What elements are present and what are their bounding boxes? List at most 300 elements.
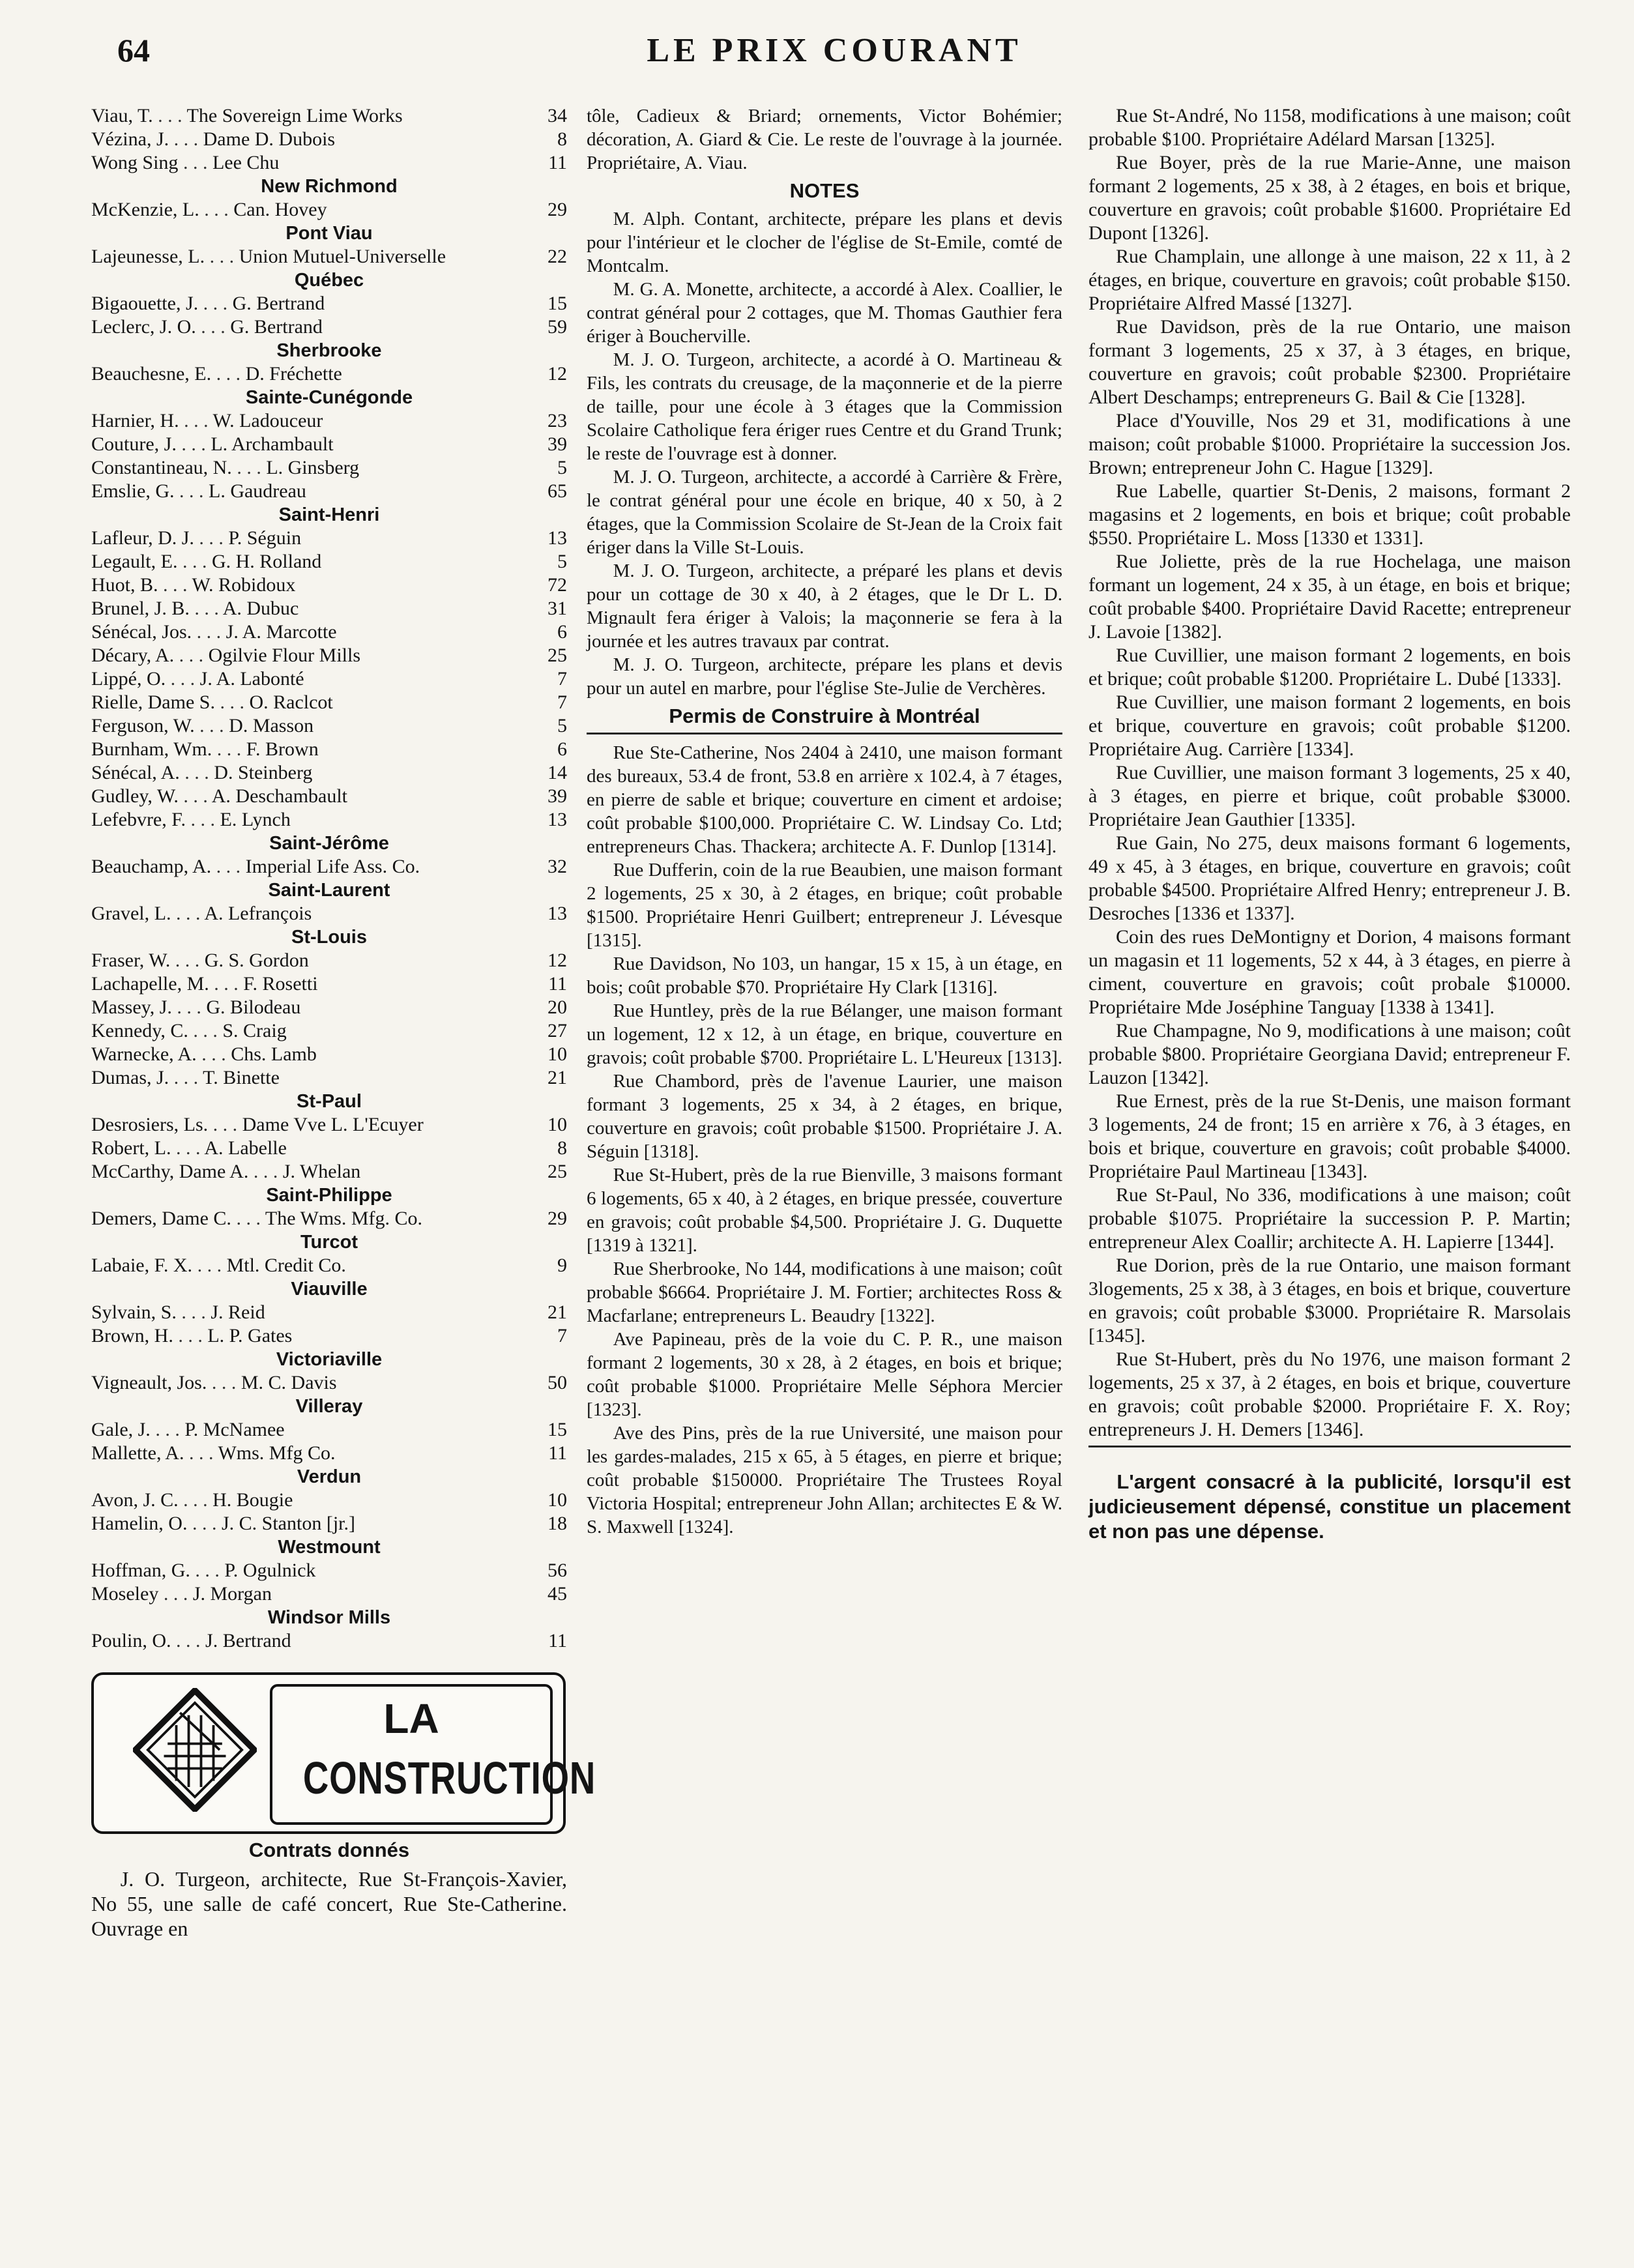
permit-paragraph: Rue Champagne, No 9, modifications à une maison; coût probable $800. Propriétaire Georgiana David; entrepreneur F. Lauzon [1342]. bbox=[1088, 1020, 1571, 1088]
entry-number: 23 bbox=[547, 410, 567, 431]
permits-list-col3 bbox=[1088, 104, 1571, 1442]
entry-number: 29 bbox=[547, 1208, 567, 1229]
entry-names bbox=[91, 315, 534, 339]
entry-other-party: H. Bougie bbox=[212, 1489, 293, 1511]
entry-name: Sénécal, Jos. bbox=[91, 621, 192, 643]
leader-dots: . . . bbox=[179, 410, 213, 431]
leader-dots: . . . bbox=[231, 457, 267, 478]
entry-names bbox=[91, 996, 534, 1019]
note-paragraph: M. J. O. Turgeon, architecte, prépare les plans et devis pour un autel en marbre, pour l'église Ste-Julie de Verchères. bbox=[587, 654, 1062, 699]
entry-other-party: Union Mutuel-Universelle bbox=[239, 246, 446, 267]
entry-number: 12 bbox=[547, 950, 567, 971]
directory-entry bbox=[91, 574, 567, 597]
directory-entry bbox=[91, 597, 567, 620]
entry-name: Beauchamp, A. bbox=[91, 856, 212, 877]
region-heading: St-Louis bbox=[291, 927, 367, 948]
entry-other-party: A. Labelle bbox=[204, 1137, 287, 1159]
permit-paragraph: Rue Davidson, près de la rue Ontario, une maison formant 3 logements, 25 x 37, à 3 étages, en brique, couverture en gravois; coût probable $2300. Propriétaire Albert Deschamps; entrepreneurs G. Bail & Cie [1328]. bbox=[1088, 316, 1571, 408]
entry-other-party: J. A. Marcotte bbox=[226, 621, 337, 643]
entry-number: 13 bbox=[547, 809, 567, 830]
directory-entry bbox=[91, 433, 567, 456]
directory-entry bbox=[91, 1160, 567, 1184]
leader-dots: . . . bbox=[187, 1513, 222, 1534]
note-paragraph: M. J. O. Turgeon, architecte, a acordé à O. Martineau & Fils, les contrats du creusage, de la maçonnerie et de la pierre de taille, pour une école à 3 étages que la Commission Scolaire Catholique fera ériger rues Centre et du Grand Trunk; le reste de l'ouvrage est à donner. bbox=[587, 349, 1062, 464]
entry-name: Poulin, O. bbox=[91, 1630, 171, 1651]
entry-names bbox=[91, 949, 534, 972]
entry-other-party: F. Rosetti bbox=[243, 973, 318, 995]
directory-entry bbox=[91, 785, 567, 808]
permit-paragraph: Rue St-André, No 1158, modifications à une maison; coût probable $100. Propriétaire Adélard Marsan [1325]. bbox=[1088, 105, 1571, 150]
leader-dots: . . . bbox=[231, 1208, 265, 1229]
leader-dots: . . . bbox=[184, 1442, 218, 1464]
entry-number: 22 bbox=[547, 246, 567, 267]
entry-name: Gravel, L. bbox=[91, 903, 171, 924]
directory-entry bbox=[91, 1512, 567, 1535]
entry-names bbox=[91, 245, 534, 269]
directory-entry bbox=[91, 808, 567, 832]
entry-names bbox=[91, 714, 534, 738]
entry-other-party: W. Robidoux bbox=[192, 574, 296, 596]
leader-dots: . . . bbox=[189, 598, 223, 619]
entry-other-party: A. Dubuc bbox=[222, 598, 299, 619]
entry-number: 7 bbox=[557, 691, 567, 713]
entry-number: 45 bbox=[547, 1583, 567, 1605]
entry-other-party: J. C. Stanton [jr.] bbox=[221, 1513, 355, 1534]
entry-number: 5 bbox=[557, 551, 567, 572]
entry-name: Gale, J. bbox=[91, 1419, 151, 1440]
leader-dots: . . . bbox=[171, 1137, 205, 1159]
entry-names bbox=[91, 1629, 534, 1653]
permit-paragraph: Rue St-Paul, No 336, modifications à une maison; coût probable $1075. Propriétaire la succession P. P. Martin; entrepreneur Alex Coallir; architecte A. H. Lapierre [1344]. bbox=[1088, 1184, 1571, 1253]
leader-dots: . . . bbox=[207, 1372, 241, 1393]
entry-number: 15 bbox=[547, 1419, 567, 1440]
entry-number: 11 bbox=[548, 152, 567, 173]
leader-dots: . . . bbox=[169, 1067, 203, 1088]
note-paragraph: M. G. A. Monette, architecte, a accordé à Alex. Coallier, le contrat général pour 2 cottages, que M. Thomas Gauthier fera ériger à Boucherville. bbox=[587, 279, 1062, 347]
directory-entry bbox=[91, 1207, 567, 1230]
entry-other-party: G. Bertrand bbox=[232, 293, 325, 314]
contracts-text: J. O. Turgeon, architecte, Rue St-François-Xavier, No 55, une salle de café concert, Rue Ste-Catherine. Ouvrage en bbox=[91, 1867, 567, 1940]
entry-names bbox=[91, 1160, 534, 1184]
entry-name: Kennedy, C. bbox=[91, 1020, 188, 1041]
directory-entry bbox=[91, 1371, 567, 1395]
entry-names bbox=[91, 198, 534, 222]
entry-names bbox=[91, 151, 534, 175]
entry-name: Hamelin, O. bbox=[91, 1513, 188, 1534]
leader-dots: . . . bbox=[177, 551, 212, 572]
directory-entry bbox=[91, 1254, 567, 1277]
leader-dots: . . . bbox=[158, 1583, 193, 1605]
region-heading: Verdun bbox=[297, 1466, 362, 1487]
region-heading: Westmount bbox=[278, 1537, 381, 1558]
directory-entry bbox=[91, 949, 567, 972]
entry-names bbox=[91, 1324, 534, 1348]
entry-name: Constantineau, N. bbox=[91, 457, 232, 478]
leader-dots: . . . bbox=[190, 1560, 225, 1581]
la-construction-logo bbox=[91, 1672, 596, 1834]
permit-paragraph: Rue Cuvillier, une maison formant 2 logements, en bois et brique; coût probable $1200. Propriétaire L. Dubé [1333]. bbox=[1088, 645, 1571, 690]
directory-column bbox=[91, 104, 596, 1941]
directory-list bbox=[91, 104, 567, 1653]
entry-names bbox=[91, 1371, 534, 1395]
entry-other-party: D. Steinberg bbox=[214, 762, 313, 783]
region-heading: Viauville bbox=[291, 1279, 368, 1300]
entry-names bbox=[91, 1019, 534, 1043]
leader-dots: . . . bbox=[208, 1114, 242, 1135]
entry-number: 13 bbox=[547, 527, 567, 549]
leader-dots: . . . bbox=[205, 246, 239, 267]
entry-other-party: Mtl. Credit Co. bbox=[226, 1255, 346, 1276]
leader-dots: . . . bbox=[153, 105, 187, 126]
entry-number: 32 bbox=[547, 856, 567, 877]
entry-other-party: J. A. Labonté bbox=[199, 668, 304, 690]
entry-name: Sénécal, A. bbox=[91, 762, 180, 783]
heading-rule bbox=[587, 733, 1062, 734]
entry-other-party: G. Bilodeau bbox=[206, 996, 301, 1018]
entry-name: Viau, T. bbox=[91, 105, 153, 126]
leader-dots: . . . bbox=[179, 762, 214, 783]
leader-dots: . . . bbox=[192, 1255, 227, 1276]
permit-paragraph: Rue Ernest, près de la rue St-Denis, une maison formant 3 logements, 24 de front; 15 en arrière x 76, à 3 étages, en bois et brique, couverture en gravois; coût probable $4000. Propriétaire Paul Martineau [1343]. bbox=[1088, 1090, 1571, 1182]
entry-names bbox=[91, 550, 534, 574]
entry-names bbox=[91, 1489, 534, 1512]
entry-name: Demers, Dame C. bbox=[91, 1208, 231, 1229]
entry-names bbox=[91, 1301, 534, 1324]
leader-dots: . . . bbox=[171, 996, 207, 1018]
permit-paragraph: Rue Labelle, quartier St-Denis, 2 maisons, formant 2 magasins et 2 logements, en bois et brique; coût probable $550. Propriétaire L. Moss [1330 et 1331]. bbox=[1088, 480, 1571, 549]
entry-names bbox=[91, 480, 534, 503]
entry-name: Robert, L. bbox=[91, 1137, 171, 1159]
entry-other-party: L. Ginsberg bbox=[266, 457, 360, 478]
leader-dots: . . . bbox=[170, 950, 205, 971]
entry-other-party: Dame D. Dubois bbox=[203, 128, 336, 150]
region-heading: Windsor Mills bbox=[267, 1607, 391, 1628]
permit-paragraph: Rue St-Hubert, près du No 1976, une maison formant 2 logements, 25 x 37, à 2 étages, en bois et brique, couverture en gravois; coût probable $2000. Propriétaire F. X. Roy; entrepreneurs J. H. Demers [1346]. bbox=[1088, 1348, 1571, 1440]
directory-entry bbox=[91, 1301, 567, 1324]
entry-names bbox=[91, 972, 534, 996]
leader-dots: . . . bbox=[178, 152, 212, 173]
entry-number: 11 bbox=[548, 973, 567, 995]
entry-name: Vézina, J. bbox=[91, 128, 169, 150]
leader-dots: . . . bbox=[176, 1301, 211, 1323]
permit-paragraph: Rue Ste-Catherine, Nos 2404 à 2410, une maison formant des bureaux, 53.4 de front, 53.8 en arrière x 102.4, à 7 étages, en pierre de sable et brique; couverture en ciment et ardoise; coût probable $100,000. Propriétaire C. W. Lindsay Co. Ltd; entrepreneurs Chas. Thackera; architecte A. F. Dunlop [1314]. bbox=[587, 742, 1062, 857]
entry-other-party: J. Whelan bbox=[282, 1161, 361, 1182]
entry-name: Legault, E. bbox=[91, 551, 178, 572]
permit-paragraph: Rue Gain, No 275, deux maisons formant 6 logements, 49 x 45, à 3 étages, en brique, couverture en gravois; coût probable $4500. Propriétaire Alfred Henry; entrepreneur J. B. Desroches [1336 et 1337]. bbox=[1088, 832, 1571, 924]
contracts-heading: Contrats donnés bbox=[248, 1839, 410, 1861]
entry-other-party: F. Brown bbox=[246, 738, 319, 760]
directory-entry bbox=[91, 409, 567, 433]
notes-list bbox=[587, 207, 1062, 700]
entry-name: Fraser, W. bbox=[91, 950, 171, 971]
leader-dots: . . . bbox=[212, 738, 246, 760]
permit-paragraph: Rue Sherbrooke, No 144, modifications à une maison; coût probable $6664. Propriétaire J. M. Fortier; architectes Ross & Macfarlane; entrepreneurs L. Beaudry [1322]. bbox=[587, 1258, 1062, 1326]
entry-number: 14 bbox=[547, 762, 567, 783]
entry-name: Sylvain, S. bbox=[91, 1301, 177, 1323]
directory-entry bbox=[91, 761, 567, 785]
directory-entry bbox=[91, 691, 567, 714]
entry-other-party: Wms. Mfg Co. bbox=[218, 1442, 336, 1464]
entry-number: 39 bbox=[547, 433, 567, 455]
entry-number: 12 bbox=[547, 363, 567, 385]
entry-other-party: Chs. Lamb bbox=[231, 1043, 317, 1065]
permit-paragraph: Rue Dorion, près de la rue Ontario, une maison formant 3logements, 25 x 38, à 3 étages, en bois et brique, couverture en gravois; coût probable $3000. Propriétaire R. Marsolais [1345]. bbox=[1088, 1255, 1571, 1346]
permit-paragraph: Rue Dufferin, coin de la rue Beaubien, une maison formant 2 logements, 25 x 30, à 2 étages, en brique; coût probable $1500. Propriétaire Henri Guilbert; entrepreneur J. Lévesque [1315]. bbox=[587, 860, 1062, 951]
leader-dots: . . . bbox=[171, 1630, 206, 1651]
entry-name: Massey, J. bbox=[91, 996, 172, 1018]
entry-name: Bigaouette, J. bbox=[91, 293, 199, 314]
entry-other-party: S. Craig bbox=[222, 1020, 287, 1041]
permit-paragraph: Rue Huntley, près de la rue Bélanger, une maison formant un logement, 12 x 12, à un étage, en brique, couverture en gravois; coût probable $700. Propriétaire L. L'Heureux [1313]. bbox=[587, 1000, 1063, 1068]
entry-name: Labaie, F. X. bbox=[91, 1255, 193, 1276]
entry-names bbox=[91, 292, 534, 315]
entry-other-party: W. Ladouceur bbox=[212, 410, 323, 431]
logo-text-box bbox=[270, 1684, 596, 1825]
permit-paragraph: Rue Champlain, une allonge à une maison, 22 x 11, à 2 étages, en brique, couverture en gravois; coût probable $150. Propriétaire Alfred Massé [1327]. bbox=[1088, 246, 1571, 314]
entry-number: 34 bbox=[547, 105, 567, 126]
entry-name: Moseley bbox=[91, 1583, 159, 1605]
entry-other-party: Imperial Life Ass. Co. bbox=[245, 856, 420, 877]
entry-names bbox=[91, 104, 534, 128]
directory-entry bbox=[91, 902, 567, 925]
entry-other-party: D. Fréchette bbox=[245, 363, 342, 385]
leader-dots: . . . bbox=[174, 480, 209, 502]
entry-other-party: M. C. Davis bbox=[241, 1372, 337, 1393]
directory-entry bbox=[91, 1043, 567, 1066]
entry-name: Desrosiers, Ls. bbox=[91, 1114, 209, 1135]
entry-number: 50 bbox=[547, 1372, 567, 1393]
entry-name: Lippé, O. bbox=[91, 668, 166, 690]
entry-names bbox=[91, 1559, 534, 1582]
note-paragraph: M. J. O. Turgeon, architecte, a préparé les plans et devis pour un cottage de 30 x 40, à 2 étages, que le Dr L. D. Mignault fera ériger à Valois; la maçonnerie se fera à la journée et les autres travaux par contrat. bbox=[587, 560, 1062, 652]
entry-names bbox=[91, 1066, 534, 1090]
directory-entry bbox=[91, 1066, 567, 1090]
entry-number: 7 bbox=[557, 668, 567, 690]
entry-name: Ferguson, W. bbox=[91, 715, 195, 736]
entry-other-party: Can. Hovey bbox=[233, 199, 327, 220]
leader-dots: . . . bbox=[178, 1489, 213, 1511]
permit-paragraph: Rue Boyer, près de la rue Marie-Anne, une maison formant 2 logements, 25 x 38, à 2 étages, en bois et brique, couverture en gravois; coût probable $1600. Propriétaire Ed Dupont [1326]. bbox=[1088, 152, 1571, 244]
entry-number: 6 bbox=[557, 621, 567, 643]
permit-paragraph: Ave Papineau, près de la voie du C. P. R., une maison formant 2 logements, 30 x 28, à 2 étages, en bois et brique; coût probable $1000. Propriétaire Melle Séphora Mercier [1323]. bbox=[587, 1329, 1062, 1420]
directory-entry bbox=[91, 1113, 567, 1137]
section-rule bbox=[1088, 1446, 1571, 1447]
directory-entry bbox=[91, 1559, 567, 1582]
permit-paragraph: Place d'Youville, Nos 29 et 31, modifications à une maison; coût probable $1000. Propriétaire la succession Jos. Brown; entrepreneur John C. Hague [1329]. bbox=[1088, 410, 1571, 478]
entry-number: 10 bbox=[547, 1489, 567, 1511]
directory-entry bbox=[91, 362, 567, 386]
entry-names bbox=[91, 1512, 534, 1535]
entry-other-party: T. Binette bbox=[203, 1067, 280, 1088]
entry-number: 13 bbox=[547, 903, 567, 924]
entry-name: Harnier, H. bbox=[91, 410, 179, 431]
directory-entry bbox=[91, 972, 567, 996]
entry-name: Huot, B. bbox=[91, 574, 158, 596]
note-paragraph: M. J. O. Turgeon, architecte, a accordé à Carrière & Frère, le contrat général pour une école en brique, 40 x 50, à 2 étages, que la Commission Scolaire de St-Jean de la Croix fait ériger dans la Ville St-Louis. bbox=[587, 467, 1062, 558]
entry-names bbox=[91, 574, 534, 597]
directory-entry bbox=[91, 1442, 567, 1465]
page-number: 64 bbox=[117, 32, 150, 68]
entry-number: 21 bbox=[547, 1067, 567, 1088]
entry-number: 5 bbox=[557, 715, 567, 736]
leader-dots: . . . bbox=[169, 128, 203, 150]
leader-dots: . . . bbox=[178, 785, 212, 807]
entry-other-party: P. Ogulnick bbox=[224, 1560, 316, 1581]
entry-number: 20 bbox=[547, 996, 567, 1018]
entry-names bbox=[91, 1442, 534, 1465]
logo-line-la: LA bbox=[383, 1695, 439, 1742]
region-heading: Saint-Henri bbox=[278, 504, 380, 525]
directory-entry bbox=[91, 315, 567, 339]
entry-other-party: J. Morgan bbox=[192, 1583, 272, 1605]
directory-entry bbox=[91, 550, 567, 574]
note-paragraph: M. Alph. Contant, architecte, prépare les plans et devis pour l'intérieur et le clocher de l'église de St-Emile, comté de Montcalm. bbox=[587, 209, 1062, 276]
entry-names bbox=[91, 1113, 534, 1137]
entry-other-party: L. P. Gates bbox=[207, 1325, 293, 1346]
entry-other-party: E. Lynch bbox=[220, 809, 291, 830]
directory-entry bbox=[91, 996, 567, 1019]
leader-dots: . . . bbox=[150, 1419, 185, 1440]
entry-number: 18 bbox=[547, 1513, 567, 1534]
entry-names bbox=[91, 527, 534, 550]
entry-number: 56 bbox=[547, 1560, 567, 1581]
leader-dots: . . . bbox=[196, 316, 231, 338]
leader-dots: . . . bbox=[158, 574, 192, 596]
entry-names bbox=[91, 761, 534, 785]
entry-number: 39 bbox=[547, 785, 567, 807]
leader-dots: . . . bbox=[166, 668, 200, 690]
entry-other-party: The Sovereign Lime Works bbox=[186, 105, 403, 126]
leader-dots: . . . bbox=[186, 809, 220, 830]
directory-entry bbox=[91, 480, 567, 503]
entry-name: Couture, J. bbox=[91, 433, 177, 455]
directory-entry bbox=[91, 128, 567, 151]
permit-paragraph: Rue Davidson, No 103, un hangar, 15 x 15, à un étage, en bois; coût probable $70. Propriétaire Hy Clark [1316]. bbox=[587, 953, 1062, 998]
leader-dots: . . . bbox=[192, 621, 226, 643]
entry-names bbox=[91, 362, 534, 386]
entry-number: 10 bbox=[547, 1114, 567, 1135]
region-heading: Victoriaville bbox=[276, 1349, 383, 1370]
leader-dots: . . . bbox=[176, 433, 211, 455]
entry-name: Vigneault, Jos. bbox=[91, 1372, 207, 1393]
entry-number: 72 bbox=[547, 574, 567, 596]
region-heading: New Richmond bbox=[261, 176, 398, 197]
leader-dots: . . . bbox=[194, 715, 229, 736]
permits-list-col2 bbox=[587, 741, 1062, 1539]
directory-entry bbox=[91, 198, 567, 222]
directory-entry bbox=[91, 738, 567, 761]
entry-name: Gudley, W. bbox=[91, 785, 179, 807]
entry-other-party: L. Gaudreau bbox=[209, 480, 306, 502]
entry-names bbox=[91, 1207, 534, 1230]
directory-entry bbox=[91, 1629, 567, 1653]
entry-names bbox=[91, 1254, 534, 1277]
entry-name: Burnham, Wm. bbox=[91, 738, 212, 760]
entry-name: Beauchesne, E. bbox=[91, 363, 212, 385]
permit-paragraph: Rue Cuvillier, une maison formant 2 logements, en bois et brique, couverture en gravois; coût probable $1200. Propriétaire Aug. Carrière [1334]. bbox=[1088, 691, 1571, 760]
entry-number: 31 bbox=[547, 598, 567, 619]
permit-paragraph: Coin des rues DeMontigny et Dorion, 4 maisons formant un magasin et 11 logements, 52 x 44, à 3 étages, en pierre à ciment, couverture en gravois; coût probale $10000. Propriétaire Mde Joséphine Tanguay [1338 à 1341]. bbox=[1088, 926, 1571, 1018]
directory-entry bbox=[91, 1324, 567, 1348]
region-heading: Saint-Laurent bbox=[268, 880, 390, 901]
leader-dots: . . . bbox=[211, 856, 246, 877]
entry-other-party: Ogilvie Flour Mills bbox=[208, 645, 361, 666]
leader-dots: . . . bbox=[171, 903, 205, 924]
directory-entry bbox=[91, 151, 567, 175]
entry-other-party: P. Séguin bbox=[228, 527, 302, 549]
directory-entry bbox=[91, 714, 567, 738]
entry-name: Wong Sing bbox=[91, 152, 179, 173]
directory-entry bbox=[91, 456, 567, 480]
entry-names bbox=[91, 128, 534, 151]
notes-heading: NOTES bbox=[789, 179, 860, 202]
entry-number: 21 bbox=[547, 1301, 567, 1323]
region-heading: Saint-Jérôme bbox=[269, 833, 389, 854]
region-heading: Québec bbox=[294, 270, 364, 291]
permit-paragraph: Ave des Pins, près de la rue Université, une maison pour les gardes-malades, 215 x 65, à 5 étages, en pierre et brique; coût probable $150000. Propriétaire The Trustees Royal Victoria Hospital; entrepreneur John Allan; architectes E & W. S. Maxwell [1324]. bbox=[587, 1423, 1062, 1537]
entry-other-party: O. Raclcot bbox=[249, 691, 333, 713]
entry-number: 8 bbox=[557, 128, 567, 150]
entry-names bbox=[91, 644, 534, 667]
entry-name: Décary, A. bbox=[91, 645, 175, 666]
entry-other-party: Dame Vve L. L'Ecuyer bbox=[242, 1114, 424, 1135]
entry-names bbox=[91, 1582, 534, 1606]
leader-dots: . . . bbox=[194, 527, 229, 549]
directory-entry bbox=[91, 855, 567, 879]
entry-number: 8 bbox=[557, 1137, 567, 1159]
entry-number: 11 bbox=[548, 1630, 567, 1651]
advertising-quote: L'argent consacré à la publicité, lorsqu'il est judicieusement dépensé, constitue un placement et non pas une dépense. bbox=[1088, 1470, 1571, 1543]
entry-other-party: G. H. Rolland bbox=[211, 551, 322, 572]
entry-name: Leclerc, J. O. bbox=[91, 316, 196, 338]
directory-entry bbox=[91, 1582, 567, 1606]
region-heading: Turcot bbox=[300, 1232, 358, 1253]
leader-dots: . . . bbox=[248, 1161, 283, 1182]
entry-name: Lafleur, D. J. bbox=[91, 527, 194, 549]
entry-number: 29 bbox=[547, 199, 567, 220]
entry-other-party: J. Bertrand bbox=[205, 1630, 291, 1651]
permits-heading: Permis de Construire à Montréal bbox=[669, 705, 980, 727]
leader-dots: . . . bbox=[174, 645, 209, 666]
entry-name: Lachapelle, M. bbox=[91, 973, 209, 995]
permits-column bbox=[1088, 104, 1571, 1544]
entry-name: Avon, J. C. bbox=[91, 1489, 179, 1511]
entry-names bbox=[91, 667, 534, 691]
entry-number: 27 bbox=[547, 1020, 567, 1041]
entry-other-party: A. Lefrançois bbox=[204, 903, 312, 924]
entry-number: 25 bbox=[547, 1161, 567, 1182]
region-heading: Sherbrooke bbox=[276, 340, 382, 361]
entry-name: McCarthy, Dame A. bbox=[91, 1161, 249, 1182]
entry-names bbox=[91, 855, 534, 879]
directory-entry bbox=[91, 1489, 567, 1512]
notes-column bbox=[587, 104, 1062, 1539]
entry-names bbox=[91, 1418, 534, 1442]
entry-number: 65 bbox=[547, 480, 567, 502]
region-heading: Sainte-Cunégonde bbox=[245, 387, 413, 408]
entry-name: Emslie, G. bbox=[91, 480, 175, 502]
entry-number: 10 bbox=[547, 1043, 567, 1065]
page-header bbox=[91, 31, 1577, 77]
entry-name: Rielle, Dame S. bbox=[91, 691, 215, 713]
permit-paragraph: Rue Joliette, près de la rue Hochelaga, une maison formant un logement, 24 x 35, à un étage, en bois et brique; coût probable $400. Propriétaire David Racette; entrepreneur J. Lavoie [1382]. bbox=[1088, 551, 1571, 643]
entry-names bbox=[91, 597, 534, 620]
directory-entry bbox=[91, 104, 567, 128]
entry-name: Lefebvre, F. bbox=[91, 809, 186, 830]
entry-number: 59 bbox=[547, 316, 567, 338]
entry-number: 25 bbox=[547, 645, 567, 666]
entry-number: 7 bbox=[557, 1325, 567, 1346]
